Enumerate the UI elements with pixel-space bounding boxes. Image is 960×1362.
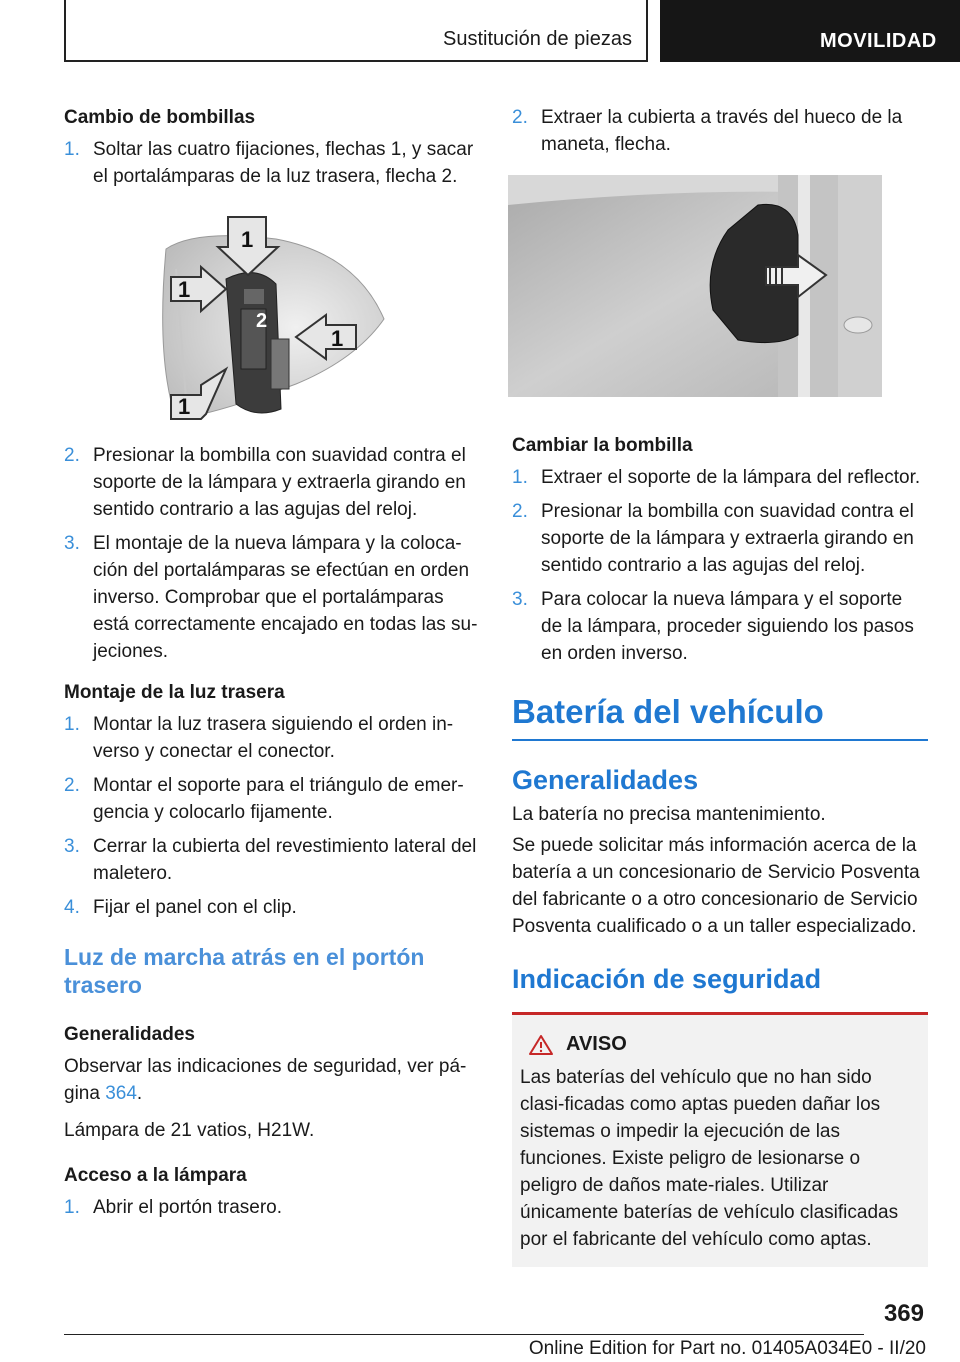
step-number: 3. bbox=[64, 533, 80, 554]
footer-divider bbox=[64, 1334, 864, 1335]
step-text: Presionar la bombilla con suavidad contra el soporte de la lámpara y extraerla girando en sentido contrario a las agujas del reloj. bbox=[93, 445, 466, 520]
step-text: Extraer el soporte de la lámpara del reflector. bbox=[541, 467, 921, 488]
subheading-acceso-lampara: Acceso a la lámpara bbox=[64, 1165, 247, 1186]
warning-triangle-icon bbox=[528, 1034, 554, 1056]
step-item bbox=[512, 498, 928, 579]
right-column bbox=[512, 104, 928, 1267]
paragraph-battery-maintenance: La batería no precisa mantenimiento. bbox=[512, 804, 826, 825]
header-section-title: Sustitución de piezas bbox=[442, 28, 632, 50]
step-number: 1. bbox=[64, 139, 80, 160]
step-text: Para colocar la nueva lámpara y el soporte de la lámpara, proceder siguiendo los pasos en orden inverso. bbox=[541, 589, 914, 664]
paragraph-battery-info: Se puede solicitar más información acerca de la batería a un concesionario de Servicio Posventa del fabricante o a otro concesionario de Servicio Posventa cualificado o a un taller especializado. bbox=[512, 835, 920, 937]
header-chapter-title: MOVILIDAD bbox=[820, 30, 937, 52]
fig-label-2: 2 bbox=[256, 310, 268, 332]
step-number: 1. bbox=[64, 714, 80, 735]
steps-extraer-cubierta bbox=[512, 104, 928, 158]
step-text: Presionar la bombilla con suavidad contra el soporte de la lámpara y extraerla girando en sentido contrario a las agujas del reloj. bbox=[541, 501, 914, 576]
step-number: 2. bbox=[64, 775, 80, 796]
tailgate-cover-photo bbox=[508, 175, 882, 397]
heading-bateria-vehiculo: Batería del vehículo bbox=[512, 691, 928, 741]
step-item bbox=[64, 530, 480, 665]
paragraph-lamp-spec: Lámpara de 21 vatios, H21W. bbox=[64, 1120, 315, 1141]
steps-cambio-bombillas-a bbox=[64, 136, 480, 190]
subheading-montaje-luz: Montaje de la luz trasera bbox=[64, 682, 285, 703]
step-item bbox=[512, 586, 928, 667]
tail-light-illustration bbox=[156, 209, 386, 427]
header-section-box bbox=[64, 0, 648, 62]
warning-box bbox=[512, 1012, 928, 1267]
step-item bbox=[64, 442, 480, 523]
step-item bbox=[64, 711, 480, 765]
step-item bbox=[64, 833, 480, 887]
step-text: Fijar el panel con el clip. bbox=[93, 897, 297, 918]
step-text: El montaje de la nueva lámpara y la coloca-ción del portalámparas se efectúan en orden inverso. Comprobar que el portalámparas está correctamente encajado en todas las su-jeciones. bbox=[93, 533, 478, 662]
steps-acceso-lampara bbox=[64, 1194, 480, 1221]
paragraph-text: Observar las indicaciones de seguridad, ver pá-gina bbox=[64, 1056, 467, 1104]
step-number: 4. bbox=[64, 897, 80, 918]
fig-label-1c: 1 bbox=[331, 326, 344, 351]
step-number: 1. bbox=[64, 1197, 80, 1218]
steps-montaje-luz bbox=[64, 711, 480, 921]
step-number: 3. bbox=[512, 589, 528, 610]
step-text: Abrir el portón trasero. bbox=[93, 1197, 283, 1218]
step-item bbox=[64, 772, 480, 826]
warning-label: AVISO bbox=[566, 1033, 627, 1055]
step-text: Montar el soporte para el triángulo de emer-gencia y colocarlo fijamente. bbox=[93, 775, 464, 823]
warning-text: Las baterías del vehículo que no han sido clasi-ficadas como aptas pueden dañar los sistemas o impedir la ejecución de las funciones. Existe peligro de lesionarse o peligro de daños mate-riales. Utilizar únicamente baterías de vehículo clasificadas por el fabricante del vehículo como aptas. bbox=[520, 1067, 899, 1250]
footer-edition: Online Edition for Part no. 01405A034E0 - II/20 bbox=[528, 1338, 926, 1359]
step-text: Soltar las cuatro fijaciones, flechas 1, y sacar el portalámparas de la luz trasera, flecha 2. bbox=[93, 139, 474, 187]
step-number: 2. bbox=[512, 501, 528, 522]
heading-luz-marcha-atras: Luz de marcha atrás en el portón trasero bbox=[64, 944, 425, 998]
heading-indicacion-seguridad: Indicación de seguridad bbox=[512, 964, 822, 994]
left-column bbox=[64, 104, 480, 1228]
header-chapter-box bbox=[660, 0, 960, 62]
step-number: 2. bbox=[512, 107, 528, 128]
steps-cambio-bombillas-b bbox=[64, 442, 480, 665]
page-link-364[interactable]: 364 bbox=[105, 1083, 137, 1104]
step-text: Extraer la cubierta a través del hueco de la maneta, flecha. bbox=[541, 107, 903, 155]
paragraph-text: . bbox=[136, 1083, 143, 1104]
step-number: 1. bbox=[512, 467, 528, 488]
fig-label-1a: 1 bbox=[241, 227, 254, 252]
page-number: 369 bbox=[883, 1300, 924, 1327]
warning-title bbox=[528, 1033, 920, 1056]
paragraph-safety-reference bbox=[64, 1053, 480, 1107]
subheading-generalidades-luz: Generalidades bbox=[64, 1024, 195, 1045]
heading-generalidades-bateria: Generalidades bbox=[512, 765, 699, 795]
step-item bbox=[512, 104, 928, 158]
steps-cambiar-bombilla bbox=[512, 464, 928, 667]
step-text: Cerrar la cubierta del revestimiento lateral del maletero. bbox=[93, 836, 477, 884]
step-item bbox=[64, 136, 480, 190]
step-item bbox=[512, 464, 928, 491]
step-item bbox=[64, 1194, 480, 1221]
fig-label-1d: 1 bbox=[178, 394, 191, 419]
subheading-cambiar-bombilla: Cambiar la bombilla bbox=[512, 435, 693, 456]
subheading-cambio-bombillas: Cambio de bombillas bbox=[64, 107, 256, 128]
step-number: 3. bbox=[64, 836, 80, 857]
fig-label-1b: 1 bbox=[178, 277, 191, 302]
step-item bbox=[64, 894, 480, 921]
step-number: 2. bbox=[64, 445, 80, 466]
step-text: Montar la luz trasera siguiendo el orden in-verso y conectar el conector. bbox=[93, 714, 454, 762]
